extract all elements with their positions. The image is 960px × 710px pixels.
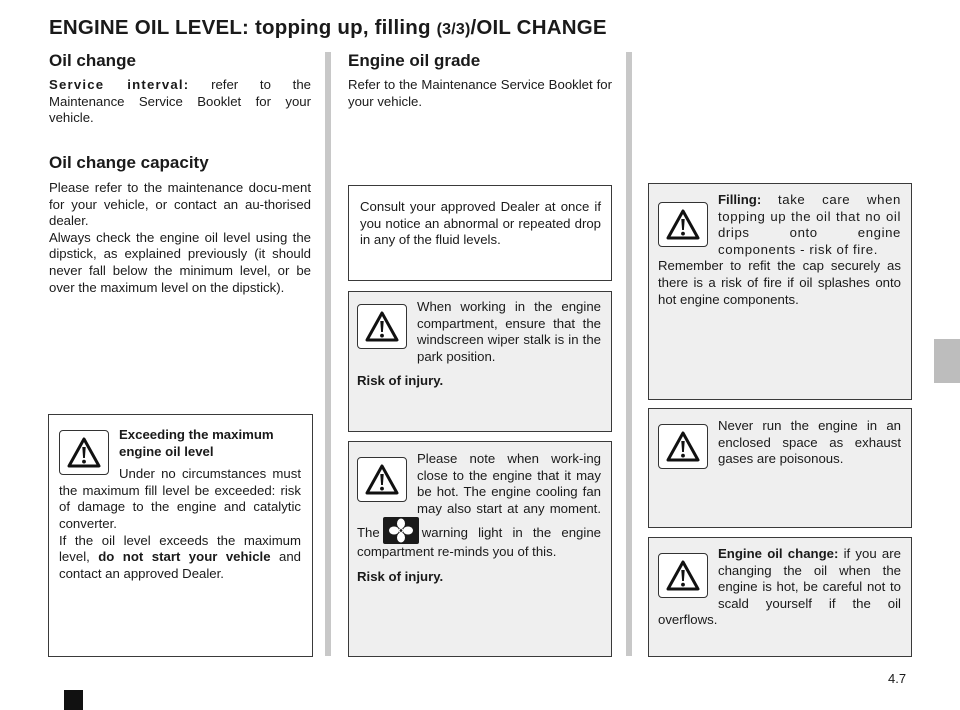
chapter-tab xyxy=(934,339,960,383)
consult-dealer-text: Consult your approved Dealer at once if you notice an abnormal or repeated drop in any of the fluid levels. xyxy=(360,199,601,248)
page-title xyxy=(49,16,607,40)
max-level-text-3: and contact an approved Dealer. xyxy=(59,549,302,581)
warning-triangle-icon xyxy=(658,202,708,247)
oil-grade-text: Refer to the Maintenance Service Booklet for your vehicle. xyxy=(348,77,612,109)
fan-text-1: Please note when work-ing close to the engine that it may be hot. The engine cooling fan may also start at any moment. The xyxy=(357,451,601,541)
max-level-heading: Exceeding the maximum engine oil level xyxy=(119,427,274,459)
wiper-text: When working in the engine compartment, ensure that the windscreen wiper stalk is in the park position. xyxy=(417,299,601,364)
exhaust-text: Never run the engine in an enclosed space as exhaust gases are poisonous. xyxy=(718,418,901,467)
warning-triangle-icon xyxy=(357,304,407,349)
fan-risk: Risk of injury. xyxy=(357,568,444,584)
warning-box-cooling-fan xyxy=(348,441,612,657)
filling-text-2: Remember to refit the cap securely as there is a risk of fire if oil splashes onto hot engine components. xyxy=(658,258,901,307)
warning-triangle-icon xyxy=(59,430,109,475)
corner-mark xyxy=(64,690,83,710)
oil-change-warning-label: Engine oil change: xyxy=(718,546,839,561)
service-interval-text: refer to the Maintenance Service Booklet for your vehicle. xyxy=(49,77,311,126)
filling-text-1: take care when topping up the oil that no oil drips onto engine components - risk of fire. xyxy=(718,192,901,257)
capacity-text-1: Please refer to the maintenance docu-ment for your vehicle, or contact an au-thorised dealer. xyxy=(49,180,311,229)
fan-warning-icon xyxy=(383,517,419,544)
warning-triangle-icon xyxy=(658,553,708,598)
do-not-start-bold: do not start your vehicle xyxy=(98,549,271,565)
consult-dealer-box xyxy=(348,185,612,281)
max-level-text xyxy=(59,466,301,582)
warning-box-wiper xyxy=(348,291,612,432)
max-level-text-1: Under no circumstances must the maximum fill level be exceeded: risk of damage to the engine and catalytic converter. xyxy=(59,466,301,531)
filling-label: Filling: xyxy=(718,192,762,207)
service-interval-label: Service interval: xyxy=(49,77,190,92)
column-rule-left xyxy=(325,52,331,656)
oil-change-warning-body: if you are changing the oil when the engine is hot, be careful not to scald yourself if the oil overflows. xyxy=(658,546,901,628)
column-rule-right xyxy=(626,52,632,656)
capacity-heading: Oil change capacity xyxy=(49,153,209,172)
wiper-risk: Risk of injury. xyxy=(357,373,444,389)
oil-grade-heading: Engine oil grade xyxy=(348,51,481,70)
warning-box-oil-change xyxy=(648,537,912,657)
warning-triangle-icon xyxy=(658,424,708,469)
warning-box-max-level xyxy=(48,414,313,657)
warning-triangle-icon xyxy=(357,457,407,502)
warning-box-exhaust xyxy=(648,408,912,528)
page-number: 4.7 xyxy=(888,671,907,686)
max-level-text-2: If the oil level exceeds the maximum level, xyxy=(59,532,301,565)
warning-box-filling xyxy=(648,183,912,400)
capacity-text-2: Always check the engine oil level using the dipstick, as explained previously (it should never fall below the minimum level, or be over the maximum level on the dipstick). xyxy=(49,229,311,295)
title-part-indicator: (3/3) xyxy=(436,21,471,38)
capacity-paragraph xyxy=(49,180,311,296)
fan-text-2: warning light in the engine compartment re-minds you of this. xyxy=(357,525,601,560)
title-end: /OIL CHANGE xyxy=(470,16,607,39)
oil-change-heading: Oil change xyxy=(49,51,136,70)
title-main: ENGINE OIL LEVEL: topping up, filling xyxy=(49,16,437,39)
service-interval-paragraph xyxy=(49,77,311,127)
